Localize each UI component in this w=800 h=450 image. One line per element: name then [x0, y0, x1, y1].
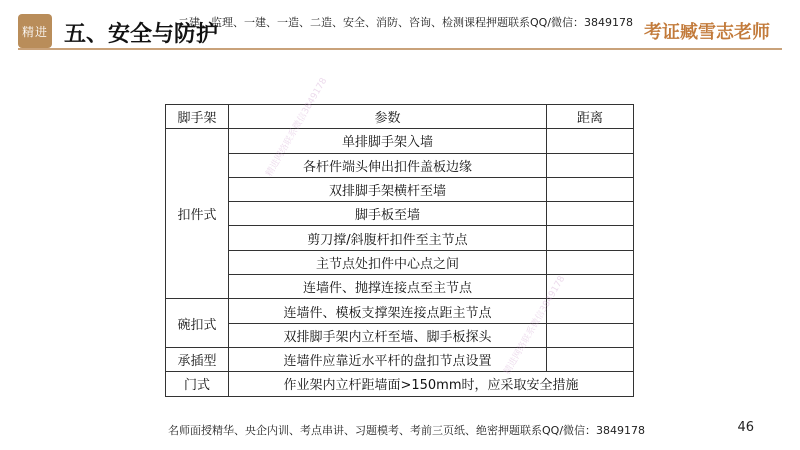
table-row: [166, 323, 634, 347]
table-row: [166, 202, 634, 226]
distance-cell: [547, 202, 634, 226]
distance-cell: [547, 226, 634, 250]
watermark: 精进网络联系微信3849178: [502, 274, 568, 377]
header-distance: 距离: [547, 105, 634, 129]
table-header-row: [166, 105, 634, 129]
table-row: [166, 226, 634, 250]
table-row: [166, 153, 634, 177]
distance-cell: [547, 347, 634, 371]
header-parameter: 参数: [229, 105, 547, 129]
distance-cell: [547, 250, 634, 274]
group-socket: 承插型: [166, 347, 229, 371]
param-cell: 剪刀撑/斜腹杆扣件至主节点: [229, 226, 547, 250]
param-cell: 主节点处扣件中心点之间: [229, 250, 547, 274]
param-cell: 连墙件、模板支撑架连接点距主节点: [229, 299, 547, 323]
table-row: [166, 250, 634, 274]
footer-note: 名师面授精华、央企内训、考点串讲、习题模考、考前三页纸、绝密押题联系QQ/微信：3849178: [168, 424, 646, 437]
param-cell: 各杆件端头伸出扣件盖板边缘: [229, 153, 547, 177]
group-fastener: 扣件式: [166, 129, 229, 299]
teacher-name: 考证臧雪志老师: [644, 22, 770, 43]
param-cell: 双排脚手架横杆至墙: [229, 177, 547, 201]
logo: 精进: [18, 14, 52, 48]
header-scaffold: 脚手架: [166, 105, 229, 129]
distance-cell: [547, 299, 634, 323]
table-row: [166, 177, 634, 201]
distance-cell: [547, 129, 634, 153]
door-frame-note: 作业架内立杆距墙面>150mm时，应采取安全措施: [229, 372, 634, 396]
group-cuplock: 碗扣式: [166, 299, 229, 348]
param-cell: 双排脚手架内立杆至墙、脚手板探头: [229, 323, 547, 347]
param-cell: 单排脚手架入墙: [229, 129, 547, 153]
table-row: [166, 372, 634, 396]
header-note: 二建、监理、一建、一造、二造、安全、消防、咨询、检测课程押题联系QQ/微信：3849178: [178, 16, 634, 29]
table-row: [166, 347, 634, 371]
page-number: 46: [737, 420, 754, 435]
scaffold-parameter-table: [165, 104, 634, 397]
header-divider: [18, 48, 782, 50]
table-row: [166, 129, 634, 153]
page-title: 五、安全与防护: [64, 22, 219, 47]
table-row: [166, 299, 634, 323]
distance-cell: [547, 153, 634, 177]
distance-cell: [547, 323, 634, 347]
distance-cell: [547, 177, 634, 201]
param-cell: 连墙件、抛撑连接点至主节点: [229, 275, 547, 299]
param-cell: 连墙件应靠近水平杆的盘扣节点设置: [229, 347, 547, 371]
watermark: 精进网络联系微信3849178: [264, 76, 330, 179]
param-cell: 脚手板至墙: [229, 202, 547, 226]
group-door-frame: 门式: [166, 372, 229, 396]
